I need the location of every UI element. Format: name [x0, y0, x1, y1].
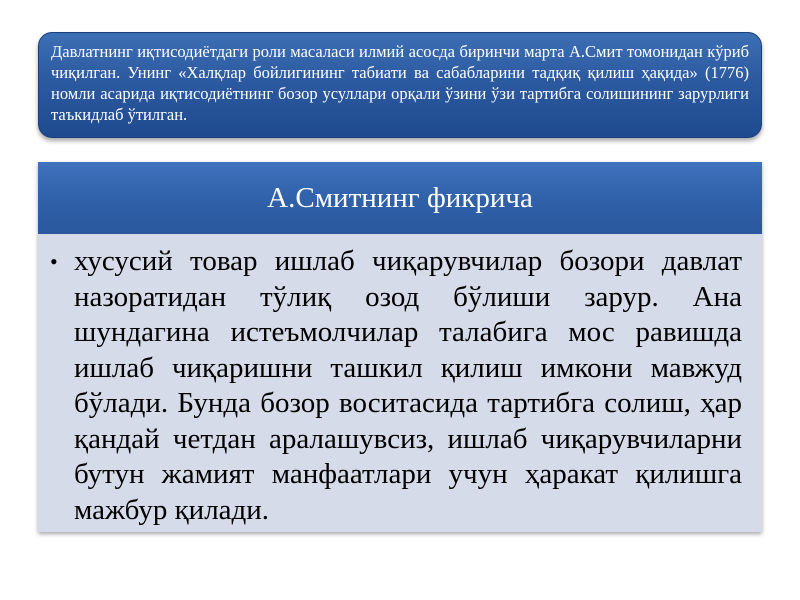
content-card: [38, 162, 762, 532]
bullet-marker: •: [50, 249, 58, 274]
card-header: [38, 162, 762, 234]
bullet-text: хусусий товар ишлаб чиқарувчилар бозори давлат назоратидан тўлиқ озод бўлиши зарур. Ана шундагина истеъмолчилар талабига мос равишда ишлаб чиқаришни ташкил қилиш имкони мавжуд бўлади. Бунда бозор воситасида тартибга солиш, ҳар қандай четдан аралашувсиз, ишлаб чиқарувчиларни бутун жамият манфаатлари учун ҳаракат қилишга мажбур қилади.: [74, 245, 742, 526]
bullet-item: [38, 244, 762, 528]
bullet-list: [38, 244, 762, 528]
intro-text: Давлатнинг иқтисодиётдаги роли масаласи илмий асосда биринчи марта А.Смит томонидан кўриб чиқилган. Унинг «Халқлар бойлигининг табиати ва сабабларини тадқиқ қилиш ҳақида» (1776) номли асарида иқтисодиётнинг бозор усуллари орқали ўзини ўзи тартибга солишининг зарурлиги таъкидлаб ўтилган.: [51, 42, 749, 124]
intro-box: [38, 32, 762, 138]
card-title: А.Смитнинг фикрича: [267, 182, 533, 214]
